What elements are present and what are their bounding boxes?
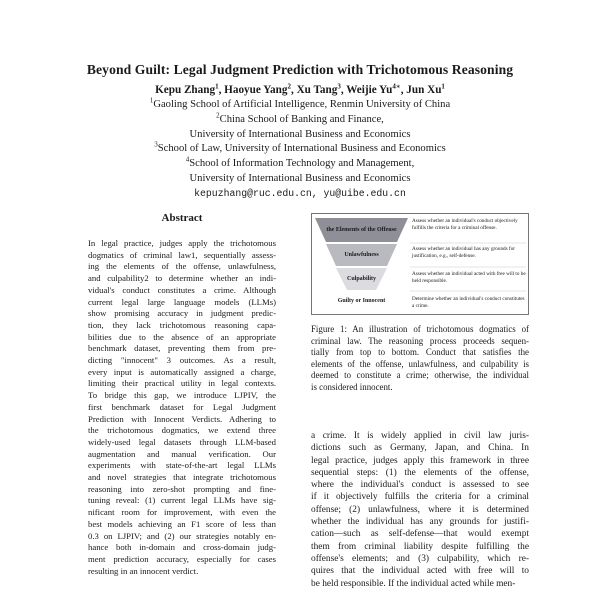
abstract-line: widely-used legal datasets through LLM-based — [88, 436, 276, 447]
body-line: offense; (2) unlawfulness, where it is determined — [311, 504, 529, 515]
abstract-line: dogmatics of criminal law1, sequentially assess- — [88, 249, 276, 260]
abstract-line: ment prediction accuracy, especially for cases — [88, 553, 276, 564]
affiliation: $^2$China School of Banking and Finance, — [216, 111, 384, 125]
author-name: Kepu Zhang — [155, 84, 216, 96]
body-line: cation—such as self-defense—that would exempt — [311, 529, 529, 540]
stage-note: Assess whether an individual's conduct objectively fulfills the criteria for a criminal offense. — [412, 218, 518, 231]
body-line: if it objectively fulfills the criteria for a criminal — [311, 492, 529, 503]
caption-line: deemed to constitute a crime; otherwise, the individual — [311, 370, 529, 381]
affiliation: University of International Business and Economics — [189, 128, 411, 140]
body-line: a crime. It is widely applied in civil law juris- — [311, 431, 529, 441]
abstract-heading: Abstract — [161, 212, 203, 224]
abstract-line: and novel strategies that integrate trichotomous — [88, 472, 276, 483]
abstract-line: Prediction with Innocent Verdicts. Adhering to — [88, 413, 276, 424]
author-name: Weijie Yu — [346, 84, 393, 96]
body-line: offense's elements; and (3) culpability, which re- — [311, 553, 529, 564]
abstract-line: tuning reveal: (1) current legal LLMs have sig- — [88, 495, 276, 506]
figure-trichotomous-funnel — [311, 213, 529, 315]
abstract-line: augmentation and manual verification. Our — [88, 448, 276, 459]
abstract-line: benchmark dataset, preventing them from pre- — [88, 343, 276, 354]
abstract-line: best models achieving an F1 score of less than — [88, 518, 276, 529]
abstract-line: limiting their practical utility in legal contexts. — [88, 378, 276, 389]
author-name: Jun Xu — [406, 84, 442, 96]
stage-note: Assess whether an individual acted with free will to be held responsible. — [412, 271, 526, 284]
abstract-line: vidual's conduct constitutes a crime. Although — [88, 284, 276, 295]
abstract-line: nificant room for improvement, with even the — [88, 507, 276, 518]
abstract-line: experiments with state-of-the-art legal LLMs — [88, 460, 276, 471]
body-line: quires that the individual acted with free will to — [311, 566, 529, 577]
abstract-line: 0.3 on LJPIV; and (2) our strategies notably en- — [88, 530, 276, 541]
author-name: Xu Tang — [296, 84, 338, 96]
stage-label: Unlawfulness — [344, 252, 379, 258]
author-list: Kepu Zhang$^1$, Haoyue Yang$^2$, Xu Tang$^3$, Weijie $Yu^{4∗}$, Jun Xu$^1$ — [155, 82, 445, 96]
body-line: them from criminal liability despite fulfilling the — [311, 541, 529, 552]
stage-label: Culpability — [346, 276, 376, 282]
abstract-line: first benchmark dataset for Legal Judgment — [88, 401, 276, 412]
affiliation: $^1$Gaoling School of Artificial Intelligence, Renmin University of China — [149, 96, 451, 110]
abstract-line: resulting in an innocent verdict. — [88, 565, 199, 576]
affiliations — [0, 98, 600, 202]
body-line: be held responsible. If the individual acted while men- — [311, 578, 516, 589]
abstract-line: every input is automatically assigned a charge, — [88, 366, 276, 377]
body-line: sequential steps: (1) the elements of the offense, — [311, 467, 529, 478]
paper-title: Beyond Guilt: Legal Judgment Prediction with Trichotomous Reasoning — [86, 62, 514, 77]
stage-note: Determine whether an individual's conduct constitutes a crime. — [412, 296, 525, 309]
stage-note: Assess whether an individual has any grounds for justification, e.g., self-defense. — [412, 246, 516, 259]
affiliation: $^4$School of Information Technology and Management, — [185, 155, 415, 170]
author-emails[interactable]: kepuzhang@ruc.edu.cn, yu@uibe.edu.cn — [194, 187, 406, 199]
caption-line: is considered innocent. — [311, 381, 393, 392]
abstract-line: ing the elements of the offense, unlawfulness, — [88, 261, 276, 272]
body-line: dictions such as Germany, Japan, and China. In — [311, 443, 529, 454]
abstract-line: reasoning into zero-shot prompting and fine- — [88, 483, 276, 494]
author-name: Haoyue Yang — [224, 84, 288, 96]
abstract-line: current legal large language models (LLMs) — [88, 296, 276, 307]
body-line: legal practice, judges apply this framework in three — [311, 455, 529, 466]
affiliation: University of International Business and Economics — [189, 172, 411, 184]
abstract-line: show promising accuracy in judgment predic- — [88, 308, 276, 319]
caption-line: elements of the offense, unlawfulness, and culpability is — [311, 358, 529, 369]
affiliation: $^3$School of Law, University of International Business and Economics — [154, 140, 446, 155]
abstract-line: In legal practice, judges apply the trichotomous — [88, 238, 276, 248]
stage-label: the Elements of the Offense — [326, 227, 397, 233]
abstract-line: the trichotomous dogmatics, we extend three — [88, 425, 276, 436]
abstract-line: and culpability2 to determine whether an indi- — [88, 273, 276, 284]
abstract-line: To bridge this gap, we introduce LJPIV, the — [88, 390, 276, 401]
caption-line: tially from top to bottom. Conduct that satisfies the — [311, 347, 529, 358]
stage-label: Guilty or Innocent — [337, 298, 386, 304]
caption-line: Figure 1: An illustration of trichotomous dogmatics of — [311, 324, 529, 334]
abstract-line: tion, they lack trichotomous reasoning capa- — [88, 319, 276, 330]
body-line: where the individual's conduct is assessed to see — [311, 480, 529, 491]
abstract-line: dicting "innocent" 3 outcomes. As a result, — [88, 355, 276, 366]
abstract-line: bilities due to the absence of an appropriate — [88, 331, 276, 342]
figure-caption — [311, 324, 529, 394]
body-text — [311, 430, 529, 590]
caption-line: criminal law. The reasoning process proceeds sequen- — [311, 335, 529, 346]
abstract-text — [88, 238, 276, 577]
abstract-line: hance both in-domain and cross-domain judg- — [88, 542, 276, 553]
body-line: whether the individual has any grounds for justifi- — [311, 517, 529, 528]
